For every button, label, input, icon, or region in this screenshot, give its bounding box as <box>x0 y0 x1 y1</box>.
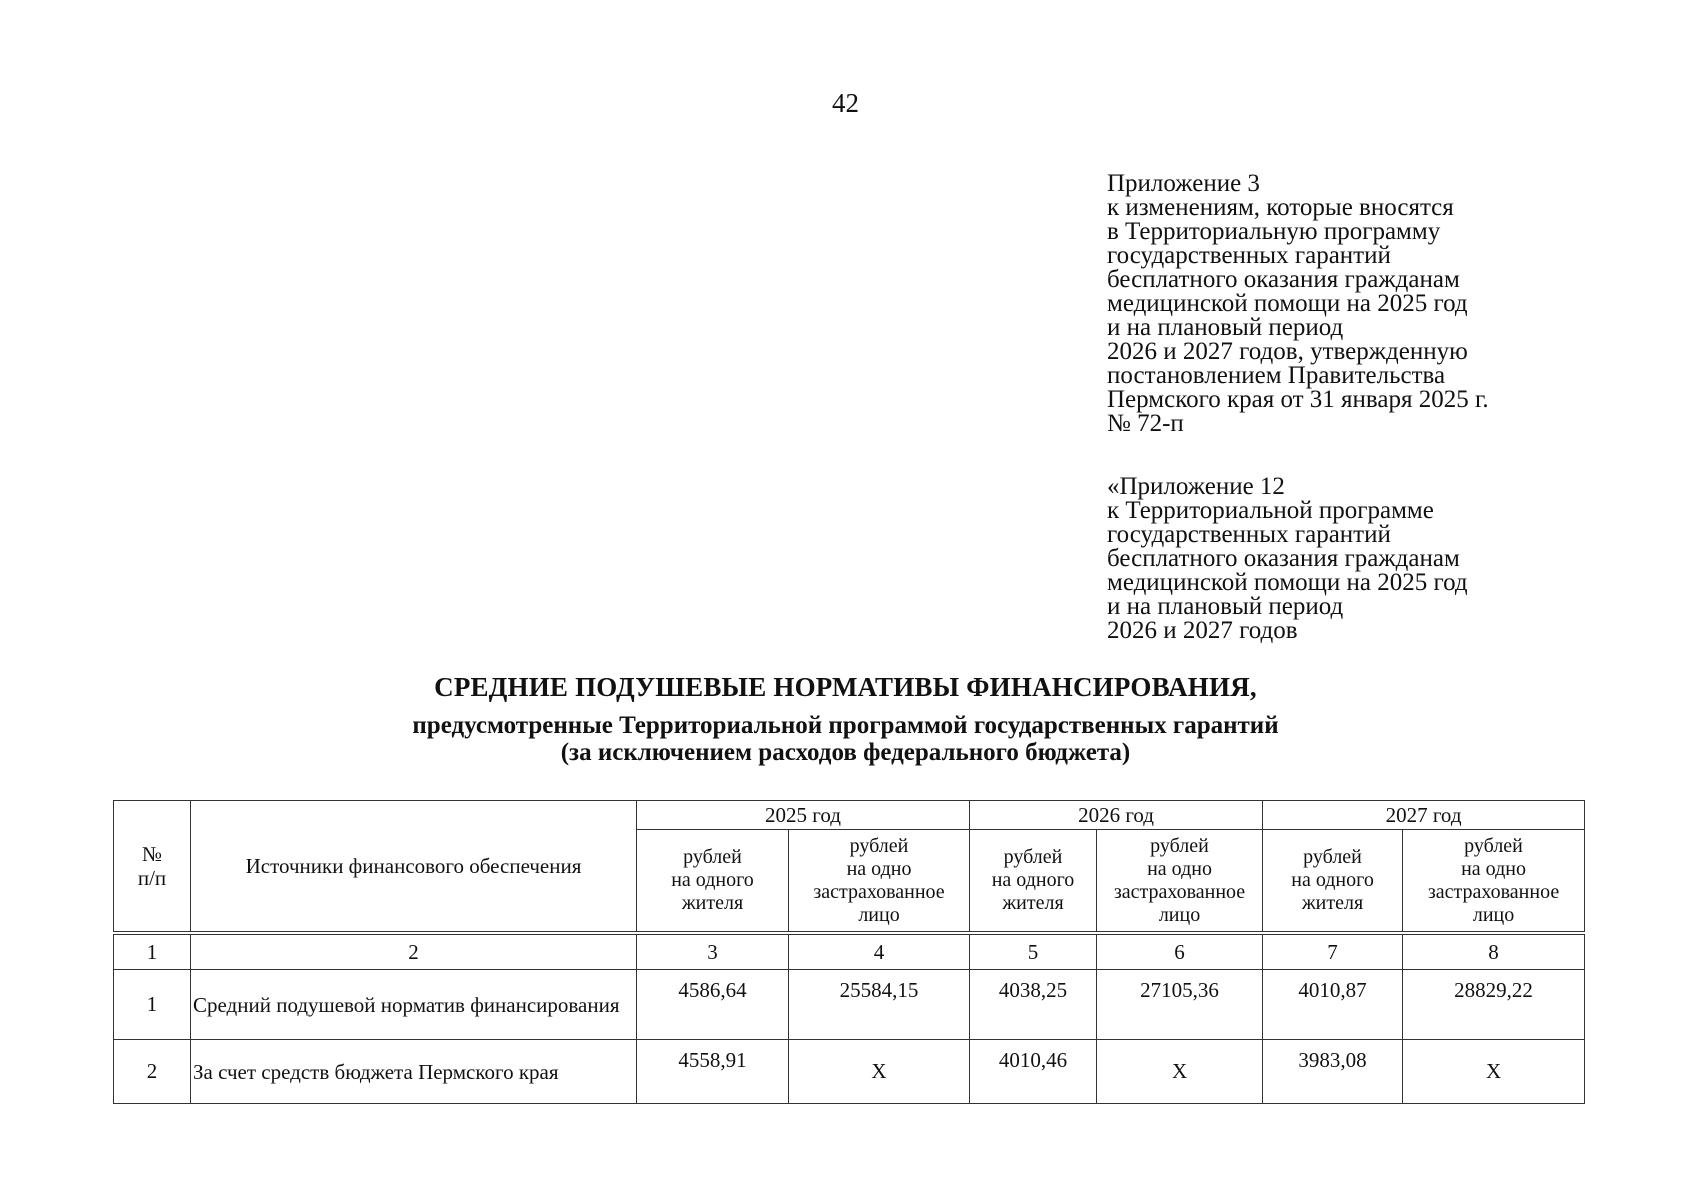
column-number: 6 <box>1097 933 1263 970</box>
value-cell: 27105,36 <box>1097 970 1263 1040</box>
value-cell: 28829,22 <box>1403 970 1585 1040</box>
annex-line: бесплатного оказания гражданам <box>1107 266 1460 293</box>
subheader-line: на одного <box>671 869 754 891</box>
subheader-line: на одного <box>991 869 1075 891</box>
subheader-line: жителя <box>681 892 744 914</box>
annex-line: 2026 и 2027 годов <box>1107 617 1298 644</box>
subheader-line: рублей <box>849 834 909 857</box>
value-cell-not-applicable: Х <box>789 1040 970 1104</box>
year-header-2025: 2025 год <box>637 801 970 830</box>
subheader-line: жителя <box>1301 892 1364 914</box>
year-header-2026: 2026 год <box>970 801 1263 830</box>
subtitle-line: предусмотренные Территориальной программой государственных гарантий <box>412 712 1279 739</box>
value-cell: 4558,91 <box>637 1040 789 1104</box>
subheader-line: лицо <box>858 903 900 926</box>
table-row <box>114 1040 1585 1104</box>
document-subtitle <box>0 712 1691 766</box>
year-header-2027: 2027 год <box>1263 801 1585 830</box>
annex-line: № 72-п <box>1107 410 1184 437</box>
annex-line: государственных гарантий <box>1107 521 1391 548</box>
page-number: 42 <box>832 88 859 118</box>
row-source: За счет средств бюджета Пермского края <box>191 1040 637 1104</box>
annex-line: к Территориальной программе <box>1107 497 1434 524</box>
subheader-line: на одно <box>846 857 912 880</box>
subtitle-line: (за исключением расходов федерального бюджета) <box>560 739 1131 766</box>
subheader-line: рублей <box>1003 846 1063 868</box>
annex-line: медицинской помощи на 2025 год <box>1107 569 1468 596</box>
value-cell: 3983,08 <box>1263 1040 1403 1104</box>
subheader-per-insured <box>789 830 970 934</box>
annex-reference-block <box>1107 172 1489 436</box>
subheader-line: рублей <box>683 846 742 868</box>
subheader-line: жителя <box>1002 892 1064 914</box>
value-cell-not-applicable: Х <box>1403 1040 1585 1104</box>
column-number-row <box>114 933 1585 970</box>
subheader-line: рублей <box>1150 834 1209 857</box>
value-cell: 4010,46 <box>970 1040 1097 1104</box>
annex-original-block <box>1107 475 1468 643</box>
annex-line: в Территориальную программу <box>1107 218 1441 245</box>
column-number: 3 <box>637 933 789 970</box>
document-title: СРЕДНИЕ ПОДУШЕВЫЕ НОРМАТИВЫ ФИНАНСИРОВАНИЯ, <box>434 672 1257 702</box>
subheader-line: лицо <box>1472 903 1515 926</box>
annex-line: медицинской помощи на 2025 год <box>1107 290 1468 317</box>
value-cell-not-applicable: Х <box>1097 1040 1263 1104</box>
subheader-per-resident <box>970 830 1097 934</box>
column-header-source: Источники финансового обеспечения <box>191 801 637 934</box>
subheader-line: рублей <box>1303 846 1362 868</box>
subheader-line: на одно <box>1461 857 1526 880</box>
column-number: 8 <box>1403 933 1585 970</box>
subheader-line: рублей <box>1464 834 1523 857</box>
subheader-line: на одного <box>1291 869 1374 891</box>
financing-norms-table <box>113 800 1585 1104</box>
value-cell: 4038,25 <box>970 970 1097 1040</box>
column-number: 1 <box>114 933 191 970</box>
annex-line: и на плановый период <box>1107 593 1344 620</box>
row-number: 1 <box>114 970 191 1040</box>
row-source: Средний подушевой норматив финансирования <box>191 970 637 1040</box>
table-row <box>114 970 1585 1040</box>
subheader-per-insured <box>1097 830 1263 934</box>
column-header-number <box>114 801 191 934</box>
column-number: 4 <box>789 933 970 970</box>
annex-line: постановлением Правительства <box>1107 362 1446 389</box>
subheader-line: лицо <box>1158 903 1201 926</box>
subheader-per-resident <box>1263 830 1403 934</box>
column-header-number-line: № <box>141 842 163 866</box>
annex-line: к изменениям, которые вносятся <box>1107 194 1454 221</box>
value-cell: 25584,15 <box>789 970 970 1040</box>
subheader-per-resident <box>637 830 789 934</box>
subheader-line: застрахованное <box>1113 880 1246 903</box>
column-number: 2 <box>191 933 637 970</box>
annex-line: и на плановый период <box>1107 314 1344 341</box>
column-header-number-line: п/п <box>137 866 167 890</box>
annex-line: Приложение 3 <box>1107 170 1260 197</box>
annex-line: «Приложение 12 <box>1107 473 1285 500</box>
value-cell: 4010,87 <box>1263 970 1403 1040</box>
column-number: 7 <box>1263 933 1403 970</box>
subheader-line: застрахованное <box>1427 880 1560 903</box>
annex-line: государственных гарантий <box>1107 242 1391 269</box>
subheader-line: на одно <box>1147 857 1212 880</box>
annex-line: 2026 и 2027 годов, утвержденную <box>1107 338 1468 365</box>
row-number: 2 <box>114 1040 191 1104</box>
value-cell: 4586,64 <box>637 970 789 1040</box>
subheader-per-insured <box>1403 830 1585 934</box>
annex-line: бесплатного оказания гражданам <box>1107 545 1460 572</box>
column-number: 5 <box>970 933 1097 970</box>
subheader-line: застрахованное <box>813 880 945 903</box>
annex-line: Пермского края от 31 января 2025 г. <box>1107 386 1489 413</box>
